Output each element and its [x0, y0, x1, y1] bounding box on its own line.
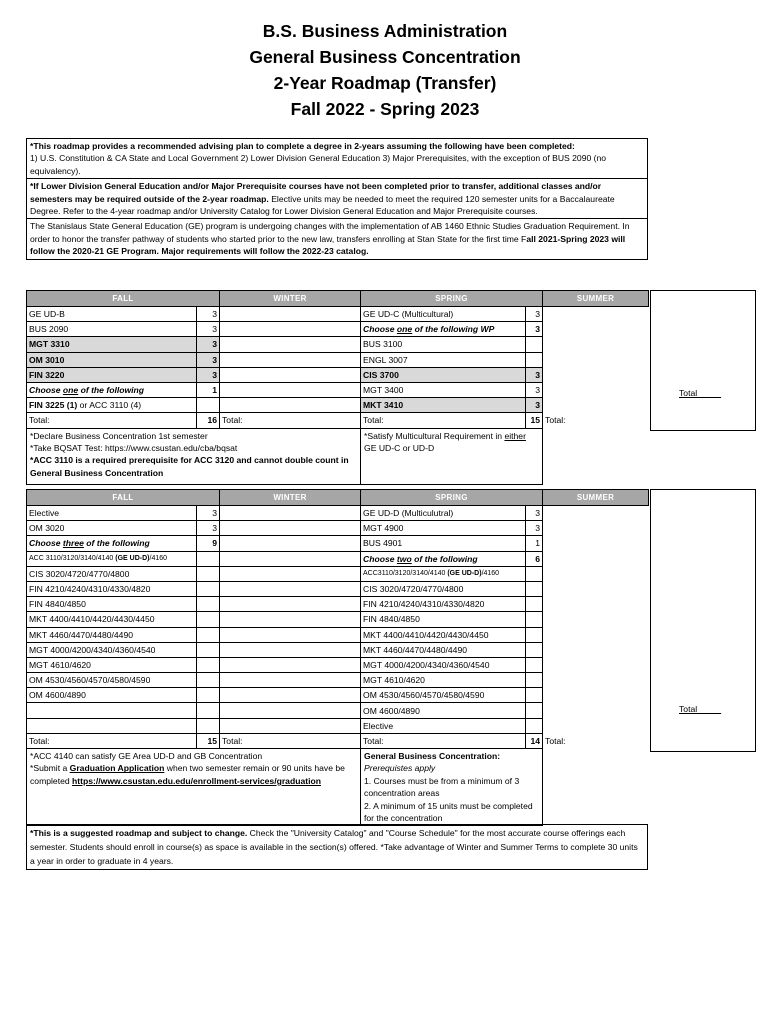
fall-total-label: Total:	[27, 413, 197, 428]
spring-units	[526, 337, 543, 352]
year-2-course-row	[27, 566, 649, 581]
spring-units	[526, 657, 543, 672]
spring-units	[526, 581, 543, 596]
winter-course	[220, 367, 361, 382]
year-2-summer-total: Total_____	[679, 704, 722, 714]
fall-units	[197, 688, 220, 703]
fall-course: MKT 4460/4470/4480/4490	[27, 627, 197, 642]
year-2-totals-row	[27, 733, 649, 748]
year-2-course-row	[27, 551, 649, 566]
summer-course	[543, 307, 649, 322]
fall-course: Elective	[27, 506, 197, 521]
year-2-notes-row	[27, 749, 649, 826]
summer-course	[543, 337, 649, 352]
note-2-bold: *If Lower Division General Education and/or Major Prerequisite courses have not been completed prior to transfer, additional classes and/or semesters may be required outside of the 2-year roadmap.	[30, 181, 602, 204]
spring-course: Elective	[361, 718, 526, 733]
fall-course: OM 4530/4560/4570/4580/4590	[27, 673, 197, 688]
year-1-course-row	[27, 382, 649, 397]
summer-course	[543, 581, 649, 596]
fall-units: 3	[197, 506, 220, 521]
spring-units	[526, 627, 543, 642]
spring-units	[526, 718, 543, 733]
spring-total-value: 14	[526, 733, 543, 748]
summer-course	[543, 382, 649, 397]
summer-course	[543, 322, 649, 337]
fall-units: 3	[197, 337, 220, 352]
summer-total-label: Total:	[543, 733, 649, 748]
fall-course: MKT 4400/4410/4420/4430/4450	[27, 612, 197, 627]
spring-units: 3	[526, 382, 543, 397]
winter-course	[220, 703, 361, 718]
winter-course	[220, 382, 361, 397]
spring-course: MKT 4460/4470/4480/4490	[361, 642, 526, 657]
fall-units	[197, 398, 220, 413]
spring-header: SPRING	[361, 291, 543, 307]
spring-course: BUS 4901	[361, 536, 526, 551]
summer-course	[543, 612, 649, 627]
footer-bold: *This is a suggested roadmap and subject to change.	[30, 828, 248, 838]
summer-header: SUMMER	[543, 490, 649, 506]
fall-course: FIN 3225 (1) or ACC 3110 (4)	[27, 398, 197, 413]
year-2-course-row	[27, 581, 649, 596]
fall-total-value: 16	[197, 413, 220, 428]
summer-course	[543, 551, 649, 566]
fall-units	[197, 718, 220, 733]
fall-course: Choose one of the following	[27, 382, 197, 397]
winter-course	[220, 657, 361, 672]
year-2-course-row	[27, 703, 649, 718]
footer-note	[26, 824, 648, 870]
year-1-course-row	[27, 307, 649, 322]
spring-course: CIS 3700	[361, 367, 526, 382]
fall-course: CIS 3020/4720/4770/4800	[27, 566, 197, 581]
summer-course	[543, 566, 649, 581]
year-1-course-row	[27, 398, 649, 413]
fall-units: 3	[197, 367, 220, 382]
winter-course	[220, 566, 361, 581]
spring-units	[526, 566, 543, 581]
spring-total-label: Total:	[361, 413, 526, 428]
spring-units: 3	[526, 307, 543, 322]
fall-units	[197, 566, 220, 581]
spring-units: 3	[526, 506, 543, 521]
fall-course: FIN 4840/4850	[27, 597, 197, 612]
year-2-spring-notes: General Business Concentration: Prerequistes apply 1. Courses must be from a minimum of 3 concentration areas 2. A minimum of 15 units must be completed for the concentration	[361, 749, 543, 826]
winter-course	[220, 551, 361, 566]
fall-units: 3	[197, 322, 220, 337]
year-2-notes-spacer	[543, 749, 649, 826]
spring-course: BUS 3100	[361, 337, 526, 352]
spring-units: 1	[526, 536, 543, 551]
spring-units	[526, 688, 543, 703]
fall-units: 1	[197, 382, 220, 397]
fall-units	[197, 703, 220, 718]
fall-course: OM 3010	[27, 352, 197, 367]
winter-course	[220, 597, 361, 612]
year-2-course-row	[27, 612, 649, 627]
winter-header: WINTER	[220, 291, 361, 307]
spring-course: MKT 3410	[361, 398, 526, 413]
fall-course: MGT 4000/4200/4340/4360/4540	[27, 642, 197, 657]
title-line-1: B.S. Business Administration	[262, 21, 508, 41]
year-1-spring-note: *Satisfy Multicultural Requirement in either GE UD-C or UD-D	[361, 428, 543, 484]
year-2-fall-notes: *ACC 4140 can satisfy GE Area UD-D and GB Concentration *Submit a Graduation Application when two semester remain or 90 units have be completed https://www.csustan.edu.edu/enrollment-services/graduation	[27, 749, 361, 826]
winter-course	[220, 718, 361, 733]
intro-notes	[26, 138, 648, 260]
fall-units	[197, 581, 220, 596]
summer-course	[543, 627, 649, 642]
fall-units: 3	[197, 307, 220, 322]
fall-units	[197, 551, 220, 566]
summer-course	[543, 718, 649, 733]
note-2-text: Elective units may be needed to meet the required 120 semester units for a Baccalaureate Degree. Refer to the 4-year roadmap and/or University Catalog for Lower Division General Education and Major Prerequisite courses.	[30, 193, 615, 217]
year-1-table	[26, 290, 649, 485]
year-2-course-row	[27, 673, 649, 688]
fall-course: OM 3020	[27, 521, 197, 536]
footer-text: Check the "University Catalog" and "Course Schedule" for the most accurate course offerings each semester. Students should enroll in course(s) as space is available in the section(s) offered. *Take advantage of Winter and Summer Terms to complete 30 units a year in order to graduate in 4 years.	[30, 828, 638, 866]
note-additional-semesters	[27, 179, 647, 219]
year-1-course-row	[27, 352, 649, 367]
year-1-totals-row	[27, 413, 649, 428]
fall-header: FALL	[27, 490, 220, 506]
spring-course: MKT 4400/4410/4420/4430/4450	[361, 627, 526, 642]
spring-units	[526, 597, 543, 612]
winter-course	[220, 612, 361, 627]
fall-course: MGT 4610/4620	[27, 657, 197, 672]
winter-course	[220, 627, 361, 642]
summer-course	[543, 688, 649, 703]
winter-course	[220, 322, 361, 337]
spring-course: Choose one of the following WP	[361, 322, 526, 337]
spring-total-value: 15	[526, 413, 543, 428]
summer-course	[543, 506, 649, 521]
year-2-course-row	[27, 521, 649, 536]
spring-course: FIN 4840/4850	[361, 612, 526, 627]
spring-course: OM 4600/4890	[361, 703, 526, 718]
summer-course	[543, 521, 649, 536]
year-1-course-row	[27, 322, 649, 337]
fall-course: OM 4600/4890	[27, 688, 197, 703]
fall-total-label: Total:	[27, 733, 197, 748]
year-2-course-row	[27, 597, 649, 612]
winter-course	[220, 398, 361, 413]
fall-course: BUS 2090	[27, 322, 197, 337]
summer-course	[543, 352, 649, 367]
spring-course: MGT 3400	[361, 382, 526, 397]
winter-total-label: Total:	[220, 733, 361, 748]
winter-course	[220, 506, 361, 521]
summer-total-label: Total:	[543, 413, 649, 428]
fall-header: FALL	[27, 291, 220, 307]
spring-units	[526, 673, 543, 688]
winter-course	[220, 688, 361, 703]
note-1-text: 1) U.S. Constitution & CA State and Local Government 2) Lower Division General Education 3) Major Prerequisites, with the exception of BUS 2090 (no equivalency).	[30, 153, 607, 176]
fall-units: 3	[197, 521, 220, 536]
year-1-course-row	[27, 337, 649, 352]
winter-course	[220, 581, 361, 596]
summer-course	[543, 367, 649, 382]
summer-course	[543, 673, 649, 688]
spring-course: ENGL 3007	[361, 352, 526, 367]
title-line-3: 2-Year Roadmap (Transfer)	[273, 73, 497, 93]
summer-header: SUMMER	[543, 291, 649, 307]
fall-units: 9	[197, 536, 220, 551]
spring-course: Choose two of the following	[361, 551, 526, 566]
year-2-course-row	[27, 506, 649, 521]
note-ge-program	[27, 219, 647, 258]
year-2-course-row	[27, 688, 649, 703]
year-1-fall-notes: *Declare Business Concentration 1st semester *Take BQSAT Test: https://www.csustan.edu/cba/bqsat *ACC 3110 is a required prerequisite for ACC 3120 and cannot double count in General Business Concentration	[27, 428, 361, 484]
title-line-2: General Business Concentration	[249, 47, 521, 67]
winter-course	[220, 307, 361, 322]
fall-units	[197, 597, 220, 612]
year-2-course-row	[27, 657, 649, 672]
note-prerequisites	[27, 139, 647, 179]
spring-course: FIN 4210/4240/4310/4330/4820	[361, 597, 526, 612]
year-1-header	[27, 291, 649, 307]
fall-units	[197, 612, 220, 627]
winter-header: WINTER	[220, 490, 361, 506]
fall-units: 3	[197, 352, 220, 367]
fall-course: MGT 3310	[27, 337, 197, 352]
year-2-table	[26, 489, 649, 826]
spring-units	[526, 642, 543, 657]
year-2-header	[27, 490, 649, 506]
spring-units: 6	[526, 551, 543, 566]
year-1-summer-total-box	[650, 290, 756, 431]
spring-units	[526, 612, 543, 627]
spring-units: 3	[526, 521, 543, 536]
summer-course	[543, 703, 649, 718]
year-2-summer-total-box	[650, 489, 756, 752]
fall-course: FIN 3220	[27, 367, 197, 382]
fall-course: Choose three of the following	[27, 536, 197, 551]
year-1-summer-total: Total_____	[679, 388, 722, 398]
year-2-course-row	[27, 718, 649, 733]
year-1-course-row	[27, 367, 649, 382]
winter-course	[220, 521, 361, 536]
note-3-text: The Stanislaus State General Education (GE) program is undergoing changes with the implementation of AB 1460 Ethnic Studies Graduation Requirement. In order to honor the transfer pathway of students who started prior to the new law, transfers enrolling at Stan State for the first time F	[30, 221, 630, 244]
fall-units	[197, 657, 220, 672]
spring-units: 3	[526, 398, 543, 413]
fall-course	[27, 718, 197, 733]
year-1-notes-row	[27, 428, 649, 484]
fall-units	[197, 673, 220, 688]
spring-course: GE UD-C (Multicultural)	[361, 307, 526, 322]
year-1-notes-spacer	[543, 428, 649, 484]
fall-course	[27, 703, 197, 718]
spring-course: CIS 3020/4720/4770/4800	[361, 581, 526, 596]
winter-course	[220, 352, 361, 367]
year-2-course-row	[27, 627, 649, 642]
spring-units	[526, 352, 543, 367]
fall-total-value: 15	[197, 733, 220, 748]
spring-units: 3	[526, 367, 543, 382]
spring-units: 3	[526, 322, 543, 337]
summer-course	[543, 657, 649, 672]
summer-course	[543, 642, 649, 657]
document-title	[0, 18, 770, 122]
spring-course: ACC3110/3120/3140/4140 (GE UD-D)/4160	[361, 566, 526, 581]
year-2-course-row	[27, 536, 649, 551]
spring-course: MGT 4610/4620	[361, 673, 526, 688]
note-1-bold: *This roadmap provides a recommended advising plan to complete a degree in 2-years assuming the following have been completed:	[30, 141, 575, 151]
winter-total-label: Total:	[220, 413, 361, 428]
summer-course	[543, 597, 649, 612]
spring-units	[526, 703, 543, 718]
fall-units	[197, 627, 220, 642]
title-line-4: Fall 2022 - Spring 2023	[290, 99, 480, 119]
spring-course: MGT 4900	[361, 521, 526, 536]
fall-course: ACC 3110/3120/3140/4140 (GE UD-D)/4160	[27, 551, 197, 566]
spring-course: GE UD-D (Multiculutral)	[361, 506, 526, 521]
spring-header: SPRING	[361, 490, 543, 506]
summer-course	[543, 398, 649, 413]
spring-course: MGT 4000/4200/4340/4360/4540	[361, 657, 526, 672]
fall-course: FIN 4210/4240/4310/4330/4820	[27, 581, 197, 596]
winter-course	[220, 642, 361, 657]
winter-course	[220, 536, 361, 551]
summer-course	[543, 536, 649, 551]
spring-course: OM 4530/4560/4570/4580/4590	[361, 688, 526, 703]
winter-course	[220, 673, 361, 688]
fall-units	[197, 642, 220, 657]
fall-course: GE UD-B	[27, 307, 197, 322]
note-3-bold: all 2021-Spring 2023 will follow the 2020-21 GE Program. Major requirements will follow the 2022-23 catalog.	[30, 233, 626, 257]
winter-course	[220, 337, 361, 352]
year-2-course-row	[27, 642, 649, 657]
spring-total-label: Total:	[361, 733, 526, 748]
